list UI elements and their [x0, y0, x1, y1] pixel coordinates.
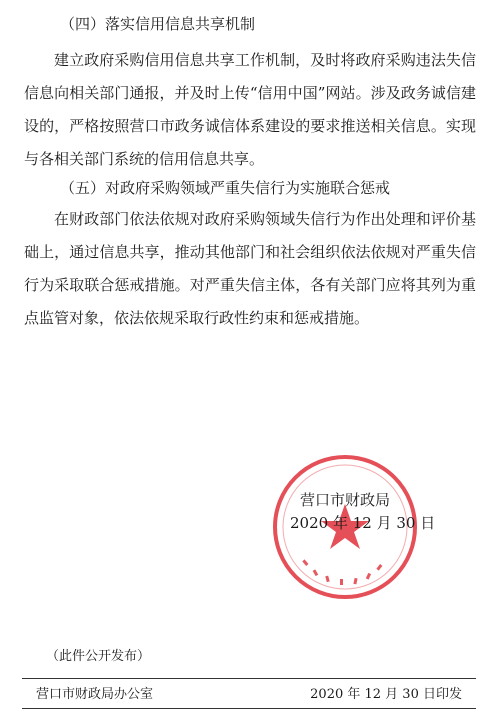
issuer-name: 营口市财政局 — [300, 491, 391, 509]
public-release-note: （此件公开发布） — [46, 649, 151, 664]
print-date: 2020 年 12 月 30 日印发 — [310, 687, 462, 702]
issue-date: 2020 年 12 月 30 日 — [290, 514, 436, 532]
footer-top-rule — [22, 678, 476, 679]
section-4-heading: （四）落实信用信息共享机制 — [60, 15, 256, 33]
footer-bottom-rule — [22, 708, 476, 709]
section-4-body: 建立政府采购信用信息共享工作机制，及时将政府采购违法失信信息向相关部门通报，并及时上传“信用中国”网站。涉及政务诚信建设的，严格按照营口市政务诚信体系建设的要求推送相关信息。实现与各相关部门系统的信用信息共享。 — [24, 51, 476, 168]
section-5-body: 在财政部门依法依规对政府采购领域失信行为作出处理和评价基础上，通过信息共享，推动其他部门和社会组织依法依规对严重失信行为采取联合惩戒措施。对严重失信主体，各有关部门应将其列为重点监管对象，依法依规采取行政性约束和惩戒措施。 — [24, 210, 476, 327]
section-5-heading: （五）对政府采购领域严重失信行为实施联合惩戒 — [60, 179, 391, 197]
issuing-office: 营口市财政局办公室 — [36, 687, 154, 702]
